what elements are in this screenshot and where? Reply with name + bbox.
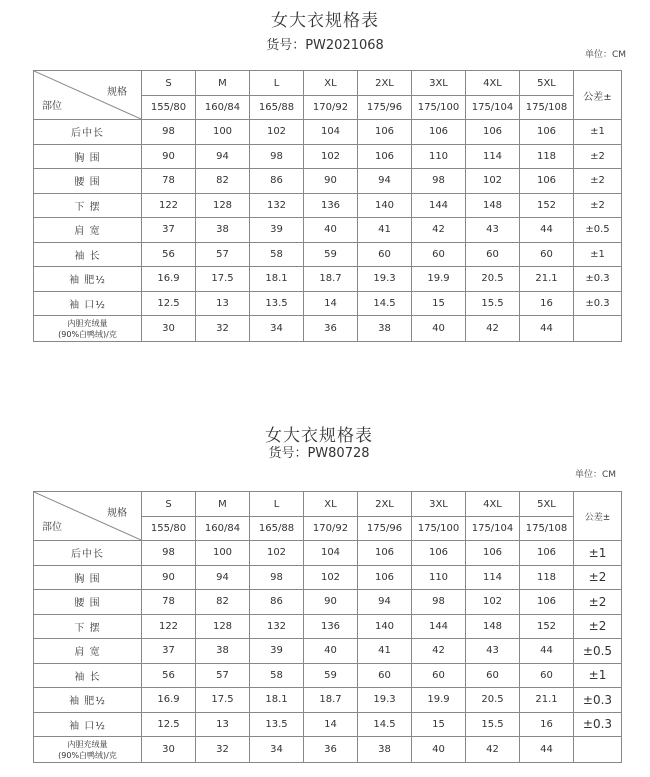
measurement-cell: 102 [250, 120, 304, 145]
body-size-label: 155/80 [142, 96, 196, 120]
measurement-cell: 44 [520, 218, 574, 243]
sheet-title: 女大衣规格表 [271, 11, 379, 31]
measurement-cell: 60 [412, 663, 466, 688]
measurement-cell: 90 [304, 169, 358, 194]
measurement-cell: 34 [250, 737, 304, 763]
measurement-cell: 90 [142, 144, 196, 169]
measurement-cell: 104 [304, 120, 358, 145]
table-row [34, 144, 622, 169]
measurement-cell: 140 [358, 193, 412, 218]
body-size-label: 165/88 [250, 517, 304, 541]
measurement-cell: 57 [196, 242, 250, 267]
body-size-label: 160/84 [196, 517, 250, 541]
measurement-cell: 14 [304, 291, 358, 316]
measurement-cell: 102 [466, 169, 520, 194]
measurement-cell: 16.9 [142, 688, 196, 713]
body-size-label: 175/104 [466, 96, 520, 120]
table-row [34, 639, 622, 664]
measurement-cell: 38 [358, 737, 412, 763]
part-label: 袖 口½ [34, 291, 142, 316]
tolerance-cell: ±2 [574, 565, 622, 590]
measurement-cell: 56 [142, 242, 196, 267]
part-label-fill [34, 316, 142, 342]
measurement-cell: 20.5 [466, 267, 520, 292]
unit-label: 单位：CM [584, 50, 626, 60]
size-label: XL [304, 492, 358, 517]
tolerance-cell: ±0.3 [574, 267, 622, 292]
measurement-cell: 38 [358, 316, 412, 342]
measurement-cell: 13.5 [250, 712, 304, 737]
measurement-cell: 98 [412, 590, 466, 615]
measurement-cell: 34 [250, 316, 304, 342]
size-label: S [142, 71, 196, 96]
corner-label-part: 部位 [42, 522, 62, 533]
measurement-cell: 106 [358, 144, 412, 169]
measurement-cell: 106 [520, 590, 574, 615]
measurement-cell: 82 [196, 169, 250, 194]
measurement-cell: 60 [520, 242, 574, 267]
size-label: 3XL [412, 71, 466, 96]
tolerance-cell: ±0.5 [574, 218, 622, 243]
measurement-cell: 42 [412, 218, 466, 243]
measurement-cell: 19.3 [358, 267, 412, 292]
measurement-cell: 40 [412, 737, 466, 763]
size-spec-table [33, 70, 622, 342]
measurement-cell: 59 [304, 242, 358, 267]
measurement-cell: 42 [466, 316, 520, 342]
measurement-cell: 36 [304, 737, 358, 763]
part-label: 下 摆 [34, 614, 142, 639]
tolerance-cell: ±0.3 [574, 712, 622, 737]
body-size-label: 175/104 [466, 517, 520, 541]
measurement-cell: 106 [412, 120, 466, 145]
item-code-label: 货号： [268, 446, 308, 461]
measurement-cell: 12.5 [142, 291, 196, 316]
measurement-cell: 102 [466, 590, 520, 615]
tolerance-cell: ±0.3 [574, 291, 622, 316]
corner-label-size: 规格 [107, 508, 127, 519]
measurement-cell: 40 [304, 639, 358, 664]
table-row [34, 218, 622, 243]
tolerance-cell [574, 737, 622, 763]
measurement-cell: 16.9 [142, 267, 196, 292]
table-row [34, 663, 622, 688]
size-label: S [142, 492, 196, 517]
measurement-cell: 132 [250, 614, 304, 639]
measurement-cell: 86 [250, 590, 304, 615]
item-code [0, 34, 650, 53]
measurement-cell: 102 [250, 541, 304, 566]
measurement-cell: 102 [304, 565, 358, 590]
measurement-cell: 16 [520, 291, 574, 316]
part-label: 胸 围 [34, 565, 142, 590]
tolerance-cell: ±0.5 [574, 639, 622, 664]
measurement-cell: 100 [196, 120, 250, 145]
measurement-cell: 106 [520, 169, 574, 194]
measurement-cell: 38 [196, 639, 250, 664]
measurement-cell: 94 [358, 169, 412, 194]
measurement-cell: 41 [358, 639, 412, 664]
measurement-cell: 128 [196, 193, 250, 218]
measurement-cell: 14 [304, 712, 358, 737]
body-size-label: 170/92 [304, 96, 358, 120]
body-size-label: 175/100 [412, 517, 466, 541]
measurement-cell: 144 [412, 614, 466, 639]
measurement-cell: 13.5 [250, 291, 304, 316]
measurement-cell: 18.1 [250, 688, 304, 713]
measurement-cell: 148 [466, 614, 520, 639]
measurement-cell: 32 [196, 316, 250, 342]
size-label: 2XL [358, 71, 412, 96]
measurement-cell: 18.1 [250, 267, 304, 292]
measurement-cell: 60 [412, 242, 466, 267]
measurement-cell: 98 [412, 169, 466, 194]
part-label: 袖 肥½ [34, 267, 142, 292]
item-code-value: PW2021068 [305, 38, 384, 53]
measurement-cell: 114 [466, 144, 520, 169]
measurement-cell: 82 [196, 590, 250, 615]
body-size-label: 155/80 [142, 517, 196, 541]
size-label: 2XL [358, 492, 412, 517]
fill-label-line2: (90%白鸭绒)/克 [58, 329, 117, 339]
measurement-cell: 86 [250, 169, 304, 194]
fill-label-line1: 内胆充绒量 [67, 739, 108, 749]
table-row [34, 193, 622, 218]
measurement-cell: 60 [358, 242, 412, 267]
part-label: 后中长 [34, 120, 142, 145]
part-label: 肩 宽 [34, 639, 142, 664]
tolerance-cell: ±1 [574, 541, 622, 566]
measurement-cell: 18.7 [304, 267, 358, 292]
measurement-cell: 90 [304, 590, 358, 615]
part-label: 袖 长 [34, 663, 142, 688]
measurement-cell: 43 [466, 639, 520, 664]
measurement-cell: 122 [142, 193, 196, 218]
size-label: 5XL [520, 71, 574, 96]
tolerance-cell: ±1 [574, 663, 622, 688]
body-size-label: 165/88 [250, 96, 304, 120]
body-size-label: 175/108 [520, 517, 574, 541]
measurement-cell: 140 [358, 614, 412, 639]
measurement-cell: 15 [412, 712, 466, 737]
measurement-cell: 106 [466, 120, 520, 145]
tolerance-cell [574, 316, 622, 342]
part-label: 下 摆 [34, 193, 142, 218]
measurement-cell: 42 [466, 737, 520, 763]
part-label: 袖 口½ [34, 712, 142, 737]
measurement-cell: 39 [250, 639, 304, 664]
table-row [34, 712, 622, 737]
tolerance-cell: ±2 [574, 144, 622, 169]
measurement-cell: 40 [304, 218, 358, 243]
table-row [34, 565, 622, 590]
size-label: M [196, 492, 250, 517]
measurement-cell: 44 [520, 639, 574, 664]
part-label: 袖 长 [34, 242, 142, 267]
tolerance-cell: ±2 [574, 193, 622, 218]
measurement-cell: 106 [412, 541, 466, 566]
measurement-cell: 43 [466, 218, 520, 243]
body-size-label: 170/92 [304, 517, 358, 541]
measurement-cell: 60 [358, 663, 412, 688]
measurement-cell: 19.9 [412, 267, 466, 292]
fill-label-line1: 内胆充绒量 [67, 318, 108, 328]
part-label: 腰 围 [34, 590, 142, 615]
measurement-cell: 39 [250, 218, 304, 243]
body-size-label: 175/108 [520, 96, 574, 120]
measurement-cell: 13 [196, 712, 250, 737]
body-size-label: 175/96 [358, 517, 412, 541]
measurement-cell: 36 [304, 316, 358, 342]
measurement-cell: 56 [142, 663, 196, 688]
measurement-cell: 114 [466, 565, 520, 590]
table-row [34, 120, 622, 145]
measurement-cell: 32 [196, 737, 250, 763]
measurement-cell: 15.5 [466, 712, 520, 737]
measurement-cell: 12.5 [142, 712, 196, 737]
measurement-cell: 14.5 [358, 291, 412, 316]
corner-label-part: 部位 [42, 101, 62, 112]
measurement-cell: 17.5 [196, 267, 250, 292]
part-label: 腰 围 [34, 169, 142, 194]
part-label-fill [34, 737, 142, 763]
measurement-cell: 144 [412, 193, 466, 218]
size-label: 4XL [466, 71, 520, 96]
measurement-cell: 30 [142, 316, 196, 342]
measurement-cell: 100 [196, 541, 250, 566]
measurement-cell: 15 [412, 291, 466, 316]
measurement-cell: 102 [304, 144, 358, 169]
size-spec-table [33, 491, 622, 763]
size-label: 4XL [466, 492, 520, 517]
table-row [34, 688, 622, 713]
measurement-cell: 21.1 [520, 267, 574, 292]
measurement-cell: 58 [250, 242, 304, 267]
measurement-cell: 40 [412, 316, 466, 342]
body-size-label: 160/84 [196, 96, 250, 120]
body-size-label: 175/100 [412, 96, 466, 120]
measurement-cell: 19.3 [358, 688, 412, 713]
tolerance-header: 公差± [574, 71, 622, 120]
measurement-cell: 37 [142, 218, 196, 243]
part-label: 后中长 [34, 541, 142, 566]
table-row [34, 316, 622, 342]
measurement-cell: 106 [358, 541, 412, 566]
part-label: 肩 宽 [34, 218, 142, 243]
tolerance-cell: ±1 [574, 120, 622, 145]
measurement-cell: 18.7 [304, 688, 358, 713]
sheet-title: 女大衣规格表 [265, 426, 373, 446]
measurement-cell: 106 [520, 541, 574, 566]
measurement-cell: 104 [304, 541, 358, 566]
measurement-cell: 59 [304, 663, 358, 688]
corner-label-size: 规格 [107, 87, 127, 98]
fill-label-line2: (90%白鸭绒)/克 [58, 750, 117, 760]
size-label: L [250, 71, 304, 96]
measurement-cell: 152 [520, 193, 574, 218]
measurement-cell: 41 [358, 218, 412, 243]
measurement-cell: 94 [196, 565, 250, 590]
unit-label: 单位：CM [574, 470, 616, 480]
table-row [34, 541, 622, 566]
tolerance-cell: ±2 [574, 590, 622, 615]
measurement-cell: 132 [250, 193, 304, 218]
measurement-cell: 118 [520, 565, 574, 590]
measurement-cell: 136 [304, 614, 358, 639]
tolerance-cell: ±0.3 [574, 688, 622, 713]
size-label: 3XL [412, 492, 466, 517]
tolerance-cell: ±2 [574, 169, 622, 194]
measurement-cell: 14.5 [358, 712, 412, 737]
measurement-cell: 15.5 [466, 291, 520, 316]
measurement-cell: 16 [520, 712, 574, 737]
measurement-cell: 19.9 [412, 688, 466, 713]
header-corner-cell [34, 492, 142, 541]
measurement-cell: 94 [358, 590, 412, 615]
measurement-cell: 98 [250, 144, 304, 169]
table-row [34, 291, 622, 316]
measurement-cell: 60 [466, 663, 520, 688]
tolerance-header: 公差± [574, 492, 622, 541]
measurement-cell: 20.5 [466, 688, 520, 713]
measurement-cell: 44 [520, 316, 574, 342]
part-label: 袖 肥½ [34, 688, 142, 713]
measurement-cell: 94 [196, 144, 250, 169]
header-corner-cell [34, 71, 142, 120]
size-label: XL [304, 71, 358, 96]
measurement-cell: 106 [358, 565, 412, 590]
measurement-cell: 37 [142, 639, 196, 664]
table-row [34, 737, 622, 763]
measurement-cell: 21.1 [520, 688, 574, 713]
table-row [34, 590, 622, 615]
measurement-cell: 42 [412, 639, 466, 664]
tolerance-cell: ±2 [574, 614, 622, 639]
table-row [34, 169, 622, 194]
item-code [0, 442, 644, 461]
table-row [34, 267, 622, 292]
measurement-cell: 58 [250, 663, 304, 688]
item-code-value: PW80728 [307, 446, 370, 461]
measurement-cell: 106 [520, 120, 574, 145]
measurement-cell: 38 [196, 218, 250, 243]
measurement-cell: 106 [358, 120, 412, 145]
item-code-label: 货号： [266, 38, 306, 53]
measurement-cell: 98 [142, 541, 196, 566]
tolerance-cell: ±1 [574, 242, 622, 267]
measurement-cell: 90 [142, 565, 196, 590]
measurement-cell: 110 [412, 144, 466, 169]
measurement-cell: 60 [466, 242, 520, 267]
measurement-cell: 128 [196, 614, 250, 639]
measurement-cell: 110 [412, 565, 466, 590]
measurement-cell: 57 [196, 663, 250, 688]
size-label: M [196, 71, 250, 96]
measurement-cell: 78 [142, 590, 196, 615]
size-label: L [250, 492, 304, 517]
measurement-cell: 44 [520, 737, 574, 763]
measurement-cell: 60 [520, 663, 574, 688]
body-size-label: 175/96 [358, 96, 412, 120]
measurement-cell: 78 [142, 169, 196, 194]
measurement-cell: 98 [250, 565, 304, 590]
measurement-cell: 118 [520, 144, 574, 169]
table-row [34, 614, 622, 639]
measurement-cell: 106 [466, 541, 520, 566]
measurement-cell: 136 [304, 193, 358, 218]
measurement-cell: 30 [142, 737, 196, 763]
table-row [34, 242, 622, 267]
measurement-cell: 148 [466, 193, 520, 218]
measurement-cell: 122 [142, 614, 196, 639]
measurement-cell: 98 [142, 120, 196, 145]
measurement-cell: 152 [520, 614, 574, 639]
measurement-cell: 13 [196, 291, 250, 316]
size-label: 5XL [520, 492, 574, 517]
part-label: 胸 围 [34, 144, 142, 169]
measurement-cell: 17.5 [196, 688, 250, 713]
